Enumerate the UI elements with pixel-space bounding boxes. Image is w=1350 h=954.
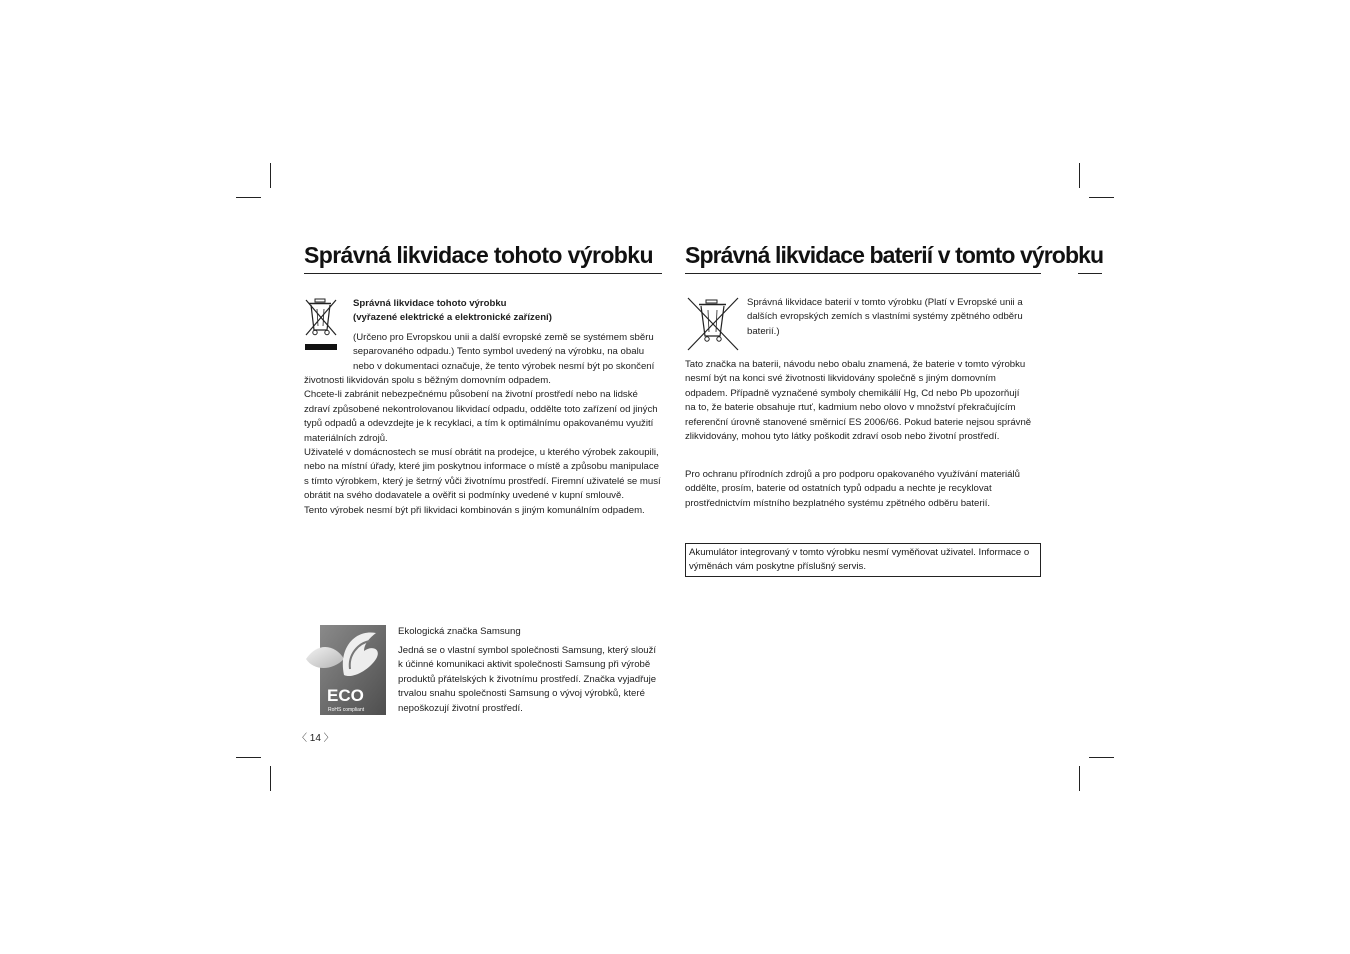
crop-mark (270, 163, 271, 188)
crossed-out-battery-bin-icon (686, 296, 740, 352)
text-line: produktů přátelských k životnímu prostředí. Značka vyjadřuje (398, 673, 657, 685)
text-line: prostřednictvím místního bezplatného systému zpětného odběru baterií. (685, 497, 991, 509)
text-line: materiálních zdrojů. (304, 432, 388, 444)
battery-paragraph-2 (685, 468, 1020, 511)
crop-mark (1079, 163, 1080, 188)
text-line: (vyřazené elektrické a elektronické zařízení) (353, 312, 552, 324)
text-line: s tímto výrobkem, který je šetrný vůči životnímu prostředí. Firemní uživatelé se musí (304, 475, 661, 487)
text-line: zdraví způsobené nekontrolovanou likvidací odpadu, oddělte toto zařízení od jiných (304, 403, 658, 415)
eco-logo-subtext: RoHS compliant (328, 707, 365, 713)
text-line: trvalou snahu společnosti Samsung o vývoj výrobků, které (398, 688, 645, 700)
text-line: k účinné komunikaci aktivit společnosti Samsung při výrobě (398, 659, 651, 671)
battery-paragraph-1 (685, 358, 1031, 444)
crop-mark (236, 757, 261, 758)
weee-heading (353, 297, 552, 326)
left-title-rule (304, 273, 662, 274)
samsung-eco-logo-icon (304, 625, 388, 715)
text-line: Správná likvidace tohoto výrobku (353, 298, 507, 309)
text-line: Tato značka na baterii, návodu nebo obalu znamená, že baterie v tomto výrobku (685, 359, 1026, 370)
text-line: Uživatelé v domácnostech se musí obrátit na prodejce, u kterého výrobek zakoupili, (304, 447, 659, 459)
crop-mark (1078, 273, 1102, 274)
text-line: Tento výrobek nesmí být při likvidaci kombinován s jiným komunálním odpadem. (304, 504, 645, 516)
text-line: zlikvidovány, mohou tyto látky poškodit zdraví osob nebo životní prostředí. (685, 431, 1000, 443)
crop-mark (1089, 197, 1114, 198)
right-page-title: Správná likvidace baterií v tomto výrobku (685, 242, 1104, 268)
crop-mark (1079, 766, 1080, 791)
text-line: referenční úrovně stanovené směrnicí ES 2006/66. Pokud baterie nejsou správně (685, 416, 1032, 428)
text-line: výměnách vám poskytne příslušný servis. (689, 561, 867, 573)
text-line: Pro ochranu přírodních zdrojů a pro podporu opakovaného využívání materiálů (685, 469, 1020, 480)
text-line: Chcete-li zabránit nebezpečnému působení na životní prostředí nebo na lidské (304, 389, 638, 401)
left-page-title: Správná likvidace tohoto výrobku (304, 242, 653, 268)
text-line: typů odpadů a odevzdejte je k recyklaci, a tím k optimálnímu opakovanému využití (304, 418, 654, 430)
text-line: nebo v dokumentaci označuje, že tento výrobek nesmí být po skončení (353, 360, 655, 372)
battery-notice-box (685, 543, 1041, 577)
crop-mark (1089, 757, 1114, 758)
text-line: obrátit na svého dodavatele a ověřit si podmínky uvedené v kupní smlouvě. (304, 490, 624, 502)
text-line: nepoškozují životní prostředí. (398, 702, 523, 714)
eco-logo-text: ECO (327, 686, 364, 705)
text-line: nebo na místní úřady, které jim poskytnou informace o místě a způsobu manipulace (304, 461, 659, 473)
page-number: 〈 14 〉 (297, 733, 334, 744)
crop-mark (236, 197, 261, 198)
weee-body-indented (353, 331, 654, 374)
text-line: dalších evropských zemích s vlastními systémy zpětného odběru (747, 311, 1023, 323)
text-line: nesmí být na konci své životnosti likvidovány společně s jiným domovním (685, 373, 996, 385)
right-title-rule (685, 273, 1041, 274)
text-line: oddělte, prosím, baterie od ostatních typů odpadu a nechte je recyklovat (685, 483, 992, 495)
eco-heading: Ekologická značka Samsung (398, 626, 521, 637)
text-line: Jedná se o vlastní symbol společnosti Samsung, který slouží (398, 645, 657, 656)
text-line: na to, že baterie obsahuje rtuť, kadmium nebo olovo v množství překračujícím (685, 402, 1016, 414)
crop-mark (270, 766, 271, 791)
battery-intro (747, 296, 1023, 339)
text-line: baterií.) (747, 325, 780, 337)
text-line: Akumulátor integrovaný v tomto výrobku nesmí vyměňovat uživatel. Informace o (689, 547, 1030, 558)
text-line: (Určeno pro Evropskou unii a další evropské země se systémem sběru (353, 332, 654, 343)
text-line: životnosti likvidován spolu s běžným domovním odpadem. (304, 375, 551, 386)
text-line: odpadem. Případně vyznačené symboly chemikálií Hg, Cd nebo Pb upozorňují (685, 387, 1020, 399)
text-line: separovaného odpadu.) Tento symbol uvedený na výrobku, na obalu (353, 346, 645, 358)
text-line: Správná likvidace baterií v tomto výrobku (Platí v Evropské unii a (747, 297, 1023, 308)
crossed-out-wheeled-bin-icon (304, 296, 338, 352)
eco-body (398, 644, 656, 716)
weee-body (304, 374, 661, 518)
